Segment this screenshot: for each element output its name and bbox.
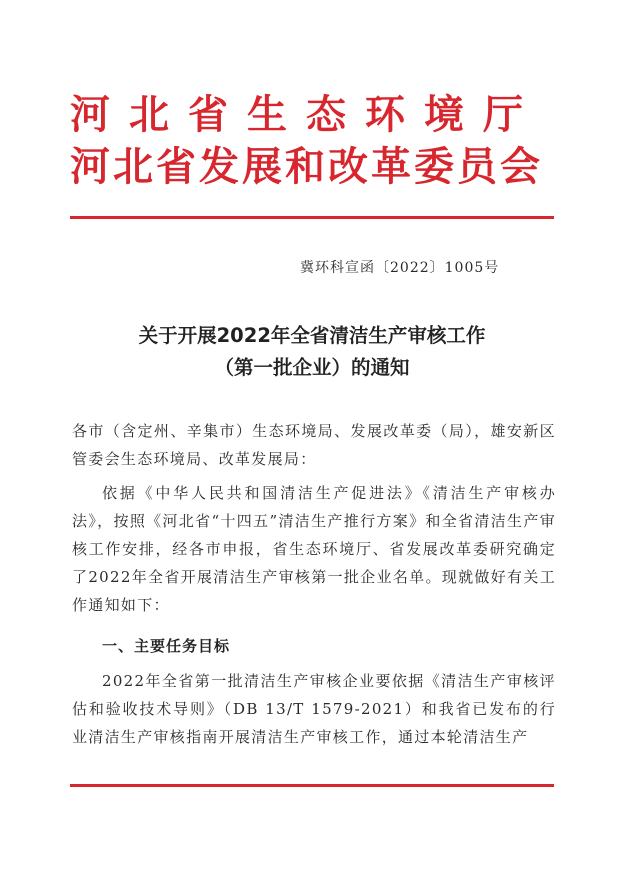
addressee-paragraph: 各市（含定州、辛集市）生态环境局、发展改革委（局），雄安新区管委会生态环境局、改革发展局：: [72, 422, 556, 468]
section-heading: 一、主要任务目标: [102, 637, 231, 655]
footer-red-rule: [70, 784, 554, 787]
document-title-line-1: 关于开展2022年全省清洁生产审核工作: [138, 324, 486, 347]
document-title-line-2: （第一批企业）的通知: [214, 356, 410, 379]
issuing-authority-2: 河北省发展和改革委员会: [70, 144, 543, 190]
intro-paragraph: 依据《中华人民共和国清洁生产促进法》《清洁生产审核办法》，按照《河北省“十四五”清洁生产推行方案》和全省清洁生产审核工作安排，经各市申报，省生态环境厅、省发展改革委研究确定了2022年全省开展清洁生产审核第一批企业名单。现就做好有关工作通知如下：: [72, 484, 556, 614]
task-paragraph: 2022年全省第一批清洁生产审核企业要依据《清洁生产审核评估和验收技术导则》（DB 13/T 1579-2021）和我省已发布的行业清洁生产审核指南开展清洁生产审核工作，通过本轮清洁生产: [72, 672, 556, 746]
issuing-authority-1: 河北省生态环境厅: [70, 92, 542, 138]
header-red-rule: [70, 216, 554, 219]
document-number: 冀环科宣函〔2022〕1005号: [300, 260, 500, 276]
